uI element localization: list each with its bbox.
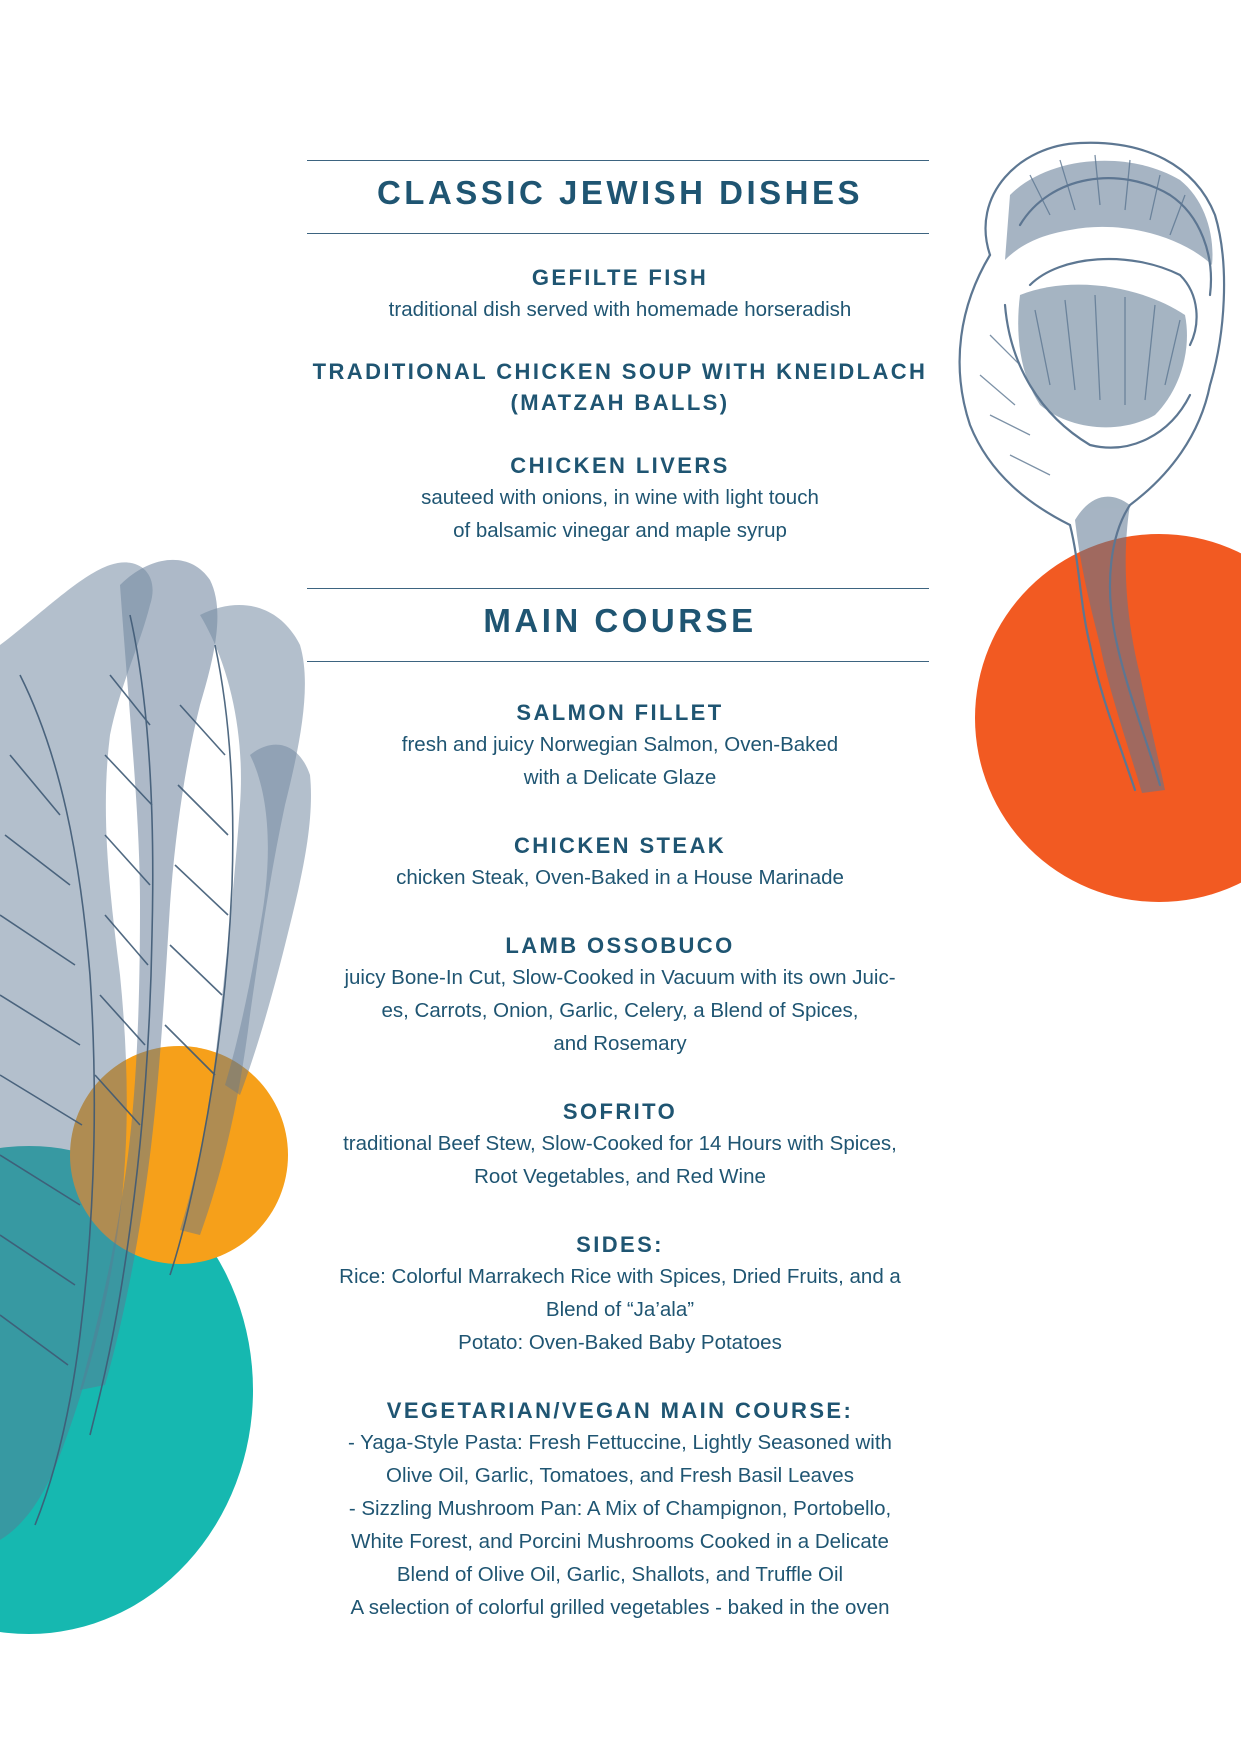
- menu-item: [280, 830, 960, 894]
- dish-name: SOFRITO: [562, 1099, 678, 1124]
- menu-item: [280, 262, 960, 326]
- dish-name: LAMB OSSOBUCO: [505, 933, 735, 958]
- menu-item: [280, 1229, 960, 1359]
- dish-name: TRADITIONAL CHICKEN SOUP WITH KNEIDLACH (MATZAH BALLS): [312, 359, 928, 415]
- dish-description: of balsamic vinegar and maple syrup: [453, 519, 787, 542]
- dish-description: Rice: Colorful Marrakech Rice with Spices, Dried Fruits, and a: [339, 1265, 901, 1288]
- menu-item: [280, 930, 960, 1060]
- dish-description: Blend of Olive Oil, Garlic, Shallots, and Truffle Oil: [396, 1563, 844, 1586]
- dish-name: SIDES:: [576, 1232, 664, 1257]
- dish-description: - Sizzling Mushroom Pan: A Mix of Champignon, Portobello,: [348, 1497, 892, 1520]
- dish-description: sauteed with onions, in wine with light touch: [421, 486, 819, 509]
- dish-description: traditional dish served with homemade horseradish: [388, 298, 852, 321]
- section-title: CLASSIC JEWISH DISHES: [376, 174, 864, 211]
- section-bottom-rule: [307, 233, 929, 234]
- dish-description: Olive Oil, Garlic, Tomatoes, and Fresh Basil Leaves: [386, 1464, 854, 1487]
- dish-description: A selection of colorful grilled vegetables - baked in the oven: [350, 1596, 890, 1619]
- menu-item: [280, 450, 960, 547]
- section-top-rule: [307, 588, 929, 589]
- section-top-rule: [307, 160, 929, 161]
- menu-item: [280, 697, 960, 794]
- dish-description: with a Delicate Glaze: [523, 766, 717, 789]
- dish-description: - Yaga-Style Pasta: Fresh Fettuccine, Lightly Seasoned with: [348, 1431, 892, 1454]
- menu-item: [280, 1395, 960, 1624]
- dish-description: White Forest, and Porcini Mushrooms Cooked in a Delicate: [351, 1530, 889, 1553]
- dish-name: SALMON FILLET: [516, 700, 724, 725]
- dish-name: CHICKEN STEAK: [513, 833, 727, 858]
- menu-item: [280, 356, 960, 418]
- dish-name: CHICKEN LIVERS: [510, 453, 730, 478]
- dish-description: and Rosemary: [553, 1032, 687, 1055]
- dish-description: chicken Steak, Oven-Baked in a House Marinade: [396, 866, 844, 889]
- dish-description: Blend of “Ja’ala”: [545, 1298, 695, 1321]
- section-title: MAIN COURSE: [483, 602, 757, 639]
- dish-description: Potato: Oven-Baked Baby Potatoes: [458, 1331, 782, 1354]
- dish-name: GEFILTE FISH: [531, 265, 709, 290]
- section-bottom-rule: [307, 661, 929, 662]
- dish-description: Root Vegetables, and Red Wine: [474, 1165, 766, 1188]
- dish-description: juicy Bone-In Cut, Slow-Cooked in Vacuum with its own Juic-: [344, 966, 896, 989]
- dish-description: es, Carrots, Onion, Garlic, Celery, a Blend of Spices,: [381, 999, 859, 1022]
- menu-item: [280, 1096, 960, 1193]
- dish-name: VEGETARIAN/VEGAN MAIN COURSE:: [386, 1398, 854, 1423]
- dish-description: traditional Beef Stew, Slow-Cooked for 14 Hours with Spices,: [343, 1132, 897, 1155]
- dish-description: fresh and juicy Norwegian Salmon, Oven-Baked: [401, 733, 839, 756]
